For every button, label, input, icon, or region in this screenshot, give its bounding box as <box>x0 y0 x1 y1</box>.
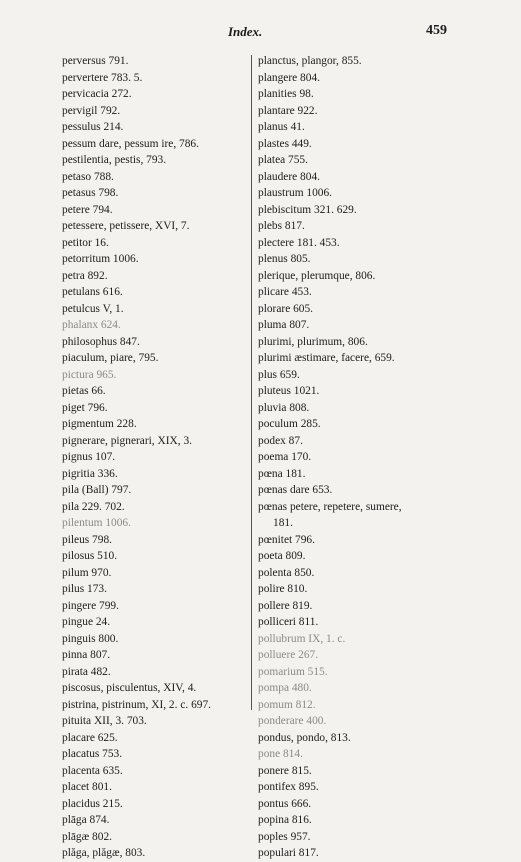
index-entry: pontus 666. <box>258 797 312 810</box>
index-entry: pestilentia, pestis, 793. <box>62 154 167 166</box>
index-entry: petessere, petissere, XVI, 7. <box>62 220 190 232</box>
index-entry: plāgæ 802. <box>62 830 112 843</box>
index-entry: polluere 267. <box>258 649 319 661</box>
index-entry: plaudere 804. <box>258 170 320 183</box>
index-entry: plāga 874. <box>62 814 110 826</box>
index-entry: plenus 805. <box>258 253 311 265</box>
index-entry: poculum 285. <box>258 418 321 430</box>
index-entry: pictura 965. <box>62 368 117 381</box>
index-entry: plaustrum 1006. <box>258 187 333 199</box>
index-entry: poeta 809. <box>258 550 306 562</box>
index-entry: plastes 449. <box>258 137 312 150</box>
page-header <box>0 22 521 44</box>
index-entry: plorare 605. <box>258 302 314 315</box>
index-column-left <box>62 53 247 862</box>
index-entry: pollere 819. <box>258 599 313 612</box>
index-entry: pila 229. 702. <box>62 500 125 513</box>
index-entry: pluteus 1021. <box>258 385 320 397</box>
index-entry: placenta 635. <box>62 764 123 777</box>
index-entry: pœnitet 796. <box>258 533 315 546</box>
index-entry: pila (Ball) 797. <box>62 484 132 496</box>
index-entry: phalanx 624. <box>62 319 121 331</box>
index-entry: pluvia 808. <box>258 401 310 414</box>
index-column-right <box>258 53 468 862</box>
index-entry: plăga, plăgæ, 803. <box>62 847 146 859</box>
index-entry: pituita XII, 3. 703. <box>62 715 147 727</box>
index-entry: pinguis 800. <box>62 632 119 645</box>
index-entry: perversus 791. <box>62 55 129 67</box>
index-entry: plus 659. <box>258 368 300 381</box>
index-entry: polire 810. <box>258 583 308 595</box>
index-entry: piget 796. <box>62 401 108 414</box>
index-entry: plebiscitum 321. 629. <box>258 203 357 216</box>
index-entry: plurimi æstimare, facere, 659. <box>258 352 395 364</box>
index-entry: petitor 16. <box>62 236 109 249</box>
index-entry: podex 87. <box>258 434 303 447</box>
index-entry: pignus 107. <box>62 451 116 463</box>
index-entry: poema 170. <box>258 451 312 463</box>
index-entry: pigritia 336. <box>62 467 118 480</box>
index-entry: petaso 788. <box>62 170 114 183</box>
index-entry: pomarium 515. <box>258 665 328 678</box>
index-entry: platea 755. <box>258 154 308 166</box>
index-entry: plebs 817. <box>258 220 305 232</box>
page-title: Index. <box>228 24 263 39</box>
index-entry: placidus 215. <box>62 797 123 810</box>
index-entry: pilus 173. <box>62 583 107 595</box>
index-entry: plicare 453. <box>258 286 312 298</box>
index-entry: pirata 482. <box>62 665 111 678</box>
index-entry: ponderare 400. <box>258 715 327 727</box>
index-entry: petere 794. <box>62 203 113 216</box>
index-entry: pervigil 792. <box>62 104 121 117</box>
page-number: 459 <box>426 23 447 38</box>
index-entry: placatus 753. <box>62 748 123 760</box>
index-entry: pondus, pondo, 813. <box>258 731 351 744</box>
index-entry: plantare 922. <box>258 104 318 117</box>
index-entry: pœna 181. <box>258 467 306 480</box>
index-entry: plectere 181. 453. <box>258 236 340 249</box>
index-entry: populari 817. <box>258 847 319 859</box>
index-entry: planities 98. <box>258 88 314 100</box>
index-entry: pluma 807. <box>258 319 310 331</box>
index-entry: philosophus 847. <box>62 335 140 348</box>
index-entry: pessum dare, pessum ire, 786. <box>62 137 199 150</box>
index-entry: popina 816. <box>258 814 312 826</box>
index-entry: pilum 970. <box>62 566 112 579</box>
index-entry: pigmentum 228. <box>62 418 137 430</box>
index-entry: pilentum 1006. <box>62 517 131 529</box>
index-entry: piaculum, piare, 795. <box>62 352 159 364</box>
index-entry: pinna 807. <box>62 649 111 661</box>
index-entry: pœnas dare 653. <box>258 484 333 496</box>
index-entry: petra 892. <box>62 269 108 282</box>
index-entry: pœnas petere, repetere, sumere, <box>258 500 402 513</box>
index-entry: pontifex 895. <box>258 781 319 793</box>
index-entry: petasus 798. <box>62 187 119 199</box>
index-entry: petulans 616. <box>62 286 123 298</box>
index-entry: pessulus 214. <box>62 121 124 133</box>
index-entry: 181. <box>273 517 293 529</box>
index-entry: ponere 815. <box>258 764 312 777</box>
index-entry: pervertere 783. 5. <box>62 71 143 84</box>
index-entry: pollubrum IX, 1. c. <box>258 632 346 645</box>
column-divider <box>251 55 252 710</box>
index-entry: pistrina, pistrinum, XI, 2. c. 697. <box>62 698 212 711</box>
index-entry: placet 801. <box>62 781 112 793</box>
index-entry: placare 625. <box>62 731 118 744</box>
index-entry: pileus 798. <box>62 533 112 546</box>
index-entry: petulcus V, 1. <box>62 302 124 315</box>
index-entry: planctus, plangor, 855. <box>258 55 362 67</box>
index-entry: pilosus 510. <box>62 550 118 562</box>
index-entry: plangere 804. <box>258 71 320 84</box>
index-entry: polenta 850. <box>258 566 315 579</box>
index-entry: pietas 66. <box>62 385 106 397</box>
index-entry: plerique, plerumque, 806. <box>258 269 376 282</box>
index-entry: petorritum 1006. <box>62 253 139 265</box>
index-entry: pomum 812. <box>258 698 316 711</box>
index-entry: piscosus, pisculentus, XIV, 4. <box>62 682 197 694</box>
index-entry: pompa 480. <box>258 682 312 694</box>
index-entry: pervicacia 272. <box>62 88 132 100</box>
index-entry: pone 814. <box>258 748 303 760</box>
index-entry: plurimi, plurimum, 806. <box>258 335 368 348</box>
index-entry: polliceri 811. <box>258 616 319 628</box>
index-entry: planus 41. <box>258 121 305 133</box>
index-entry: poples 957. <box>258 830 311 843</box>
index-entry: pignerare, pignerari, XIX, 3. <box>62 434 192 447</box>
index-entry: pingere 799. <box>62 599 119 612</box>
index-entry: pingue 24. <box>62 616 111 628</box>
